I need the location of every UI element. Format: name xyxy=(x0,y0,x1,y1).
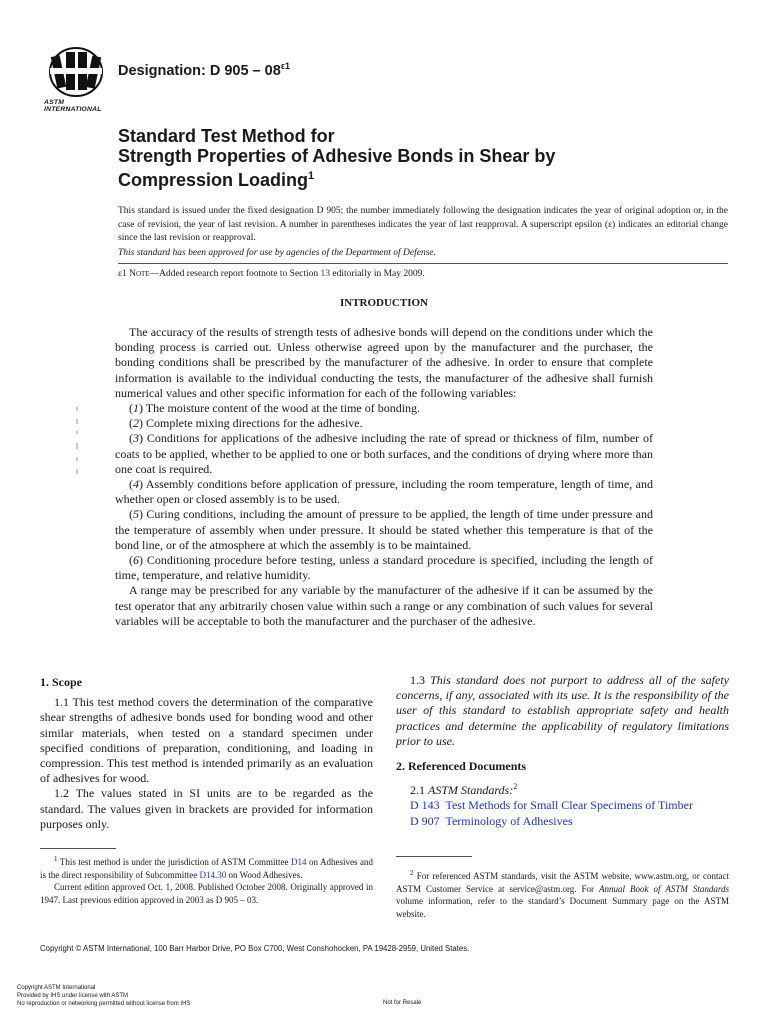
introduction-heading: INTRODUCTION xyxy=(339,297,428,309)
right-column xyxy=(396,673,729,829)
intro-item-6-text: Conditioning procedure before testing, unless a standard procedure is specified, including the length of time, temperature, and relative humidity. xyxy=(115,553,653,583)
intro-item-2-num: 2 xyxy=(133,416,139,431)
scope-1-3 xyxy=(396,673,729,749)
scope-heading: 1. Scope xyxy=(40,675,82,689)
copyright-line: Copyright © ASTM International, 100 Barr Harbor Drive, PO Box C700, West Conshohocken, PA 19428-2959, United States. xyxy=(40,944,470,953)
not-for-resale: Not for Resale xyxy=(383,1000,422,1006)
ref-doc-d907-code[interactable]: D 907 xyxy=(410,813,440,828)
intro-item-3-text: Conditions for applications of the adhesive including the rate of spread or thickness of film, number of coats to be applied, whether to be applied to one or both surfaces, and the conditions of drying where more than one coat is required. xyxy=(115,431,653,476)
committee-d14-link[interactable]: D14 xyxy=(290,857,307,867)
intro-item-5-num: 5 xyxy=(133,507,139,522)
ref-doc-d907[interactable] xyxy=(396,814,729,829)
footnote-2-italic: Annual Book of ASTM Standards xyxy=(599,883,730,894)
intro-item-5: (5) Curing conditions, including the amount of pressure to be applied, the length of time under pressure and the temperature of assembly when under pressure. It should be stated whether this temperature is that of the bond line, or of the atmosphere at which the assembly is to be maintained. xyxy=(115,507,653,552)
footnote-1-c: on Wood Adhesives. xyxy=(226,869,303,880)
subcommittee-d14-30-link[interactable]: D14.30 xyxy=(199,869,227,880)
footnote-1 xyxy=(40,853,373,906)
scope-1-3-text: This standard does not purport to address all of the safety concerns, if any, associated with its use. It is the responsibility of the user of this standard to establish appropriate safety and health practices and determine the applicability of regulatory limitations prior to use. xyxy=(396,673,729,748)
scope-1-2: 1.2 The values stated in SI units are to be regarded as the standard. The values given in brackets are provided for information purposes only. xyxy=(40,786,373,831)
intro-item-4-num: 4 xyxy=(133,477,139,492)
intro-item-3-num: 3 xyxy=(133,431,139,446)
editorial-epsilon: ε1 xyxy=(118,269,127,279)
intro-paragraph: The accuracy of the results of strength tests of adhesive bonds will depend on the conditions under which the bonding process is carried out. Unless otherwise agreed upon by the manufacturer and the purchaser, the bonding conditions shall be prescribed by the manufacturer of the adhesive. In order to ensure that complete information is available to the individual conducting the tests, the manufacturer of the adhesive shall furnish numerical values and other specific information for each of the following variables: xyxy=(115,325,653,400)
logo-wordmark: ASTM INTERNATIONAL xyxy=(44,99,102,113)
referenced-heading: 2. Referenced Documents xyxy=(396,759,527,774)
title-line-2: Strength Properties of Adhesive Bonds in Shear by xyxy=(118,146,556,166)
title-footnote-mark: 1 xyxy=(308,170,315,182)
astm-standards-label xyxy=(396,779,729,798)
intro-item-1-num: 1 xyxy=(133,401,139,416)
editorial-note xyxy=(118,268,728,282)
ref-doc-d143-code[interactable]: D 143 xyxy=(410,798,440,813)
designation-epsilon: ε1 xyxy=(280,61,291,71)
note-label: Note xyxy=(129,269,150,279)
scope-section xyxy=(40,675,373,832)
defense-note-text: This standard has been approved for use by agencies of the Department of Defense. xyxy=(118,248,437,258)
footnote-2 xyxy=(396,867,729,920)
footnote-1-mark: 1 xyxy=(54,855,58,863)
intro-item-5-text: Curing conditions, including the amount of pressure to be applied, the length of time under pressure and the temperature of assembly when under pressure. It should be stated whether this temperature is that of the bond line, or of the atmosphere at which the assembly is to be maintained. xyxy=(115,507,653,552)
preamble-divider xyxy=(118,263,728,264)
astm-logo xyxy=(40,46,112,113)
section-13-link[interactable]: 13 xyxy=(320,269,331,279)
provider-line-3: No reproduction or networking permitted without license from IHS xyxy=(17,1001,191,1007)
provider-line-2: Provided by IHS under license with ASTM xyxy=(17,993,129,999)
issue-note xyxy=(118,205,728,246)
intro-item-1-text: The moisture content of the wood at the time of bonding. xyxy=(143,401,421,416)
footnote-1-a: This test method is under the jurisdiction of ASTM Committee xyxy=(57,857,291,867)
ref-doc-d143-title[interactable]: Test Methods for Small Clear Specimens of Timber xyxy=(445,798,693,813)
astm-standards-sup: 2 xyxy=(513,782,518,792)
intro-item-4: (4) Assembly conditions before application of pressure, including the room temperature, length of time, and whether open or closed assembly is to be used. xyxy=(115,477,653,507)
intro-item-4-text: Assembly conditions before application of pressure, including the room temperature, length of time, and whether open or closed assembly is to be used. xyxy=(115,477,653,507)
title-line-1: Standard Test Method for xyxy=(118,126,335,146)
provider-line-1: Copyright ASTM International xyxy=(17,985,96,991)
document-title xyxy=(118,126,718,190)
designation xyxy=(118,61,290,79)
intro-closing: A range may be prescribed for any variable by the manufacturer of the adhesive if it can be assumed by the test operator that any arbitrarily chosen value within such a range or any combination of such values for several variables will be acceptable to both the manufacturer and the purchaser of the adhesive. xyxy=(115,583,653,628)
scope-1-3-num: 1.3 xyxy=(410,673,431,687)
astm-standards-text: ASTM Standards: xyxy=(428,783,514,798)
intro-item-2: (2) Complete mixing directions for the adhesive. xyxy=(129,416,363,431)
introduction-body xyxy=(115,325,653,629)
footnote-2-a: For referenced ASTM standards, visit the ASTM website, www.astm.org, or contact ASTM Customer Service at service@astm.org. For xyxy=(396,871,729,894)
title-line-3: Compression Loading xyxy=(118,170,309,190)
ref-doc-d143[interactable] xyxy=(396,798,729,813)
footnote-1-d: Current edition approved Oct. 1, 2008. Published October 2008. Originally approved in 1947. Last previous edition approved in 2003 as D 905 – 03. xyxy=(40,882,373,905)
intro-item-2-text: Complete mixing directions for the adhesive. xyxy=(143,416,363,431)
astm-standards-num: 2.1 xyxy=(410,783,428,798)
footnote-2-b: volume information, refer to the standard’s Document Summary page on the ASTM website. xyxy=(396,896,729,919)
ref-doc-d907-title[interactable]: Terminology of Adhesives xyxy=(445,813,573,828)
intro-item-1: (1) The moisture content of the wood at the time of bonding. xyxy=(129,401,421,416)
scope-1-1: 1.1 This test method covers the determination of the comparative shear strengths of adhesive bonds used for bonding wood and other similar materials, when tested on a standard specimen under specified conditions of preparation, conditioning, and loading in compression. This test method is intended primarily as an evaluation of adhesives for wood. xyxy=(40,695,373,786)
side-watermark xyxy=(73,405,81,485)
designation-label: Designation: D 905 – 08 xyxy=(118,62,281,79)
intro-item-6-num: 6 xyxy=(133,553,139,568)
intro-item-6: (6) Conditioning procedure before testing, unless a standard procedure is specified, including the length of time, temperature, and relative humidity. xyxy=(115,553,653,583)
provider-notice xyxy=(17,984,190,1008)
defense-note xyxy=(118,247,728,261)
footnote-1-b: on Adhesives and is the direct responsibility of Subcommittee xyxy=(40,857,373,880)
footnote-rule-left xyxy=(40,848,116,849)
intro-item-3: (3) Conditions for applications of the adhesive including the rate of spread or thickness of film, number of coats to be applied, whether to be applied to one or both surfaces, and the conditions of drying where more than one coat is required. xyxy=(115,431,653,476)
note-text-a: —Added research report footnote to Section xyxy=(149,269,321,279)
note-text-b: editorially in May 2009. xyxy=(330,269,425,279)
footnote-2-mark: 2 xyxy=(410,869,414,877)
footnote-rule-right xyxy=(396,856,472,857)
issue-note-text: This standard is issued under the fixed designation D 905; the number immediately following the designation indicates the year of original adoption or, in the case of revision, the year of last revision. A number in parentheses indicates the year of last reapproval. A superscript epsilon (ε) indicates an editorial change since the last revision or reapproval. xyxy=(118,206,728,243)
